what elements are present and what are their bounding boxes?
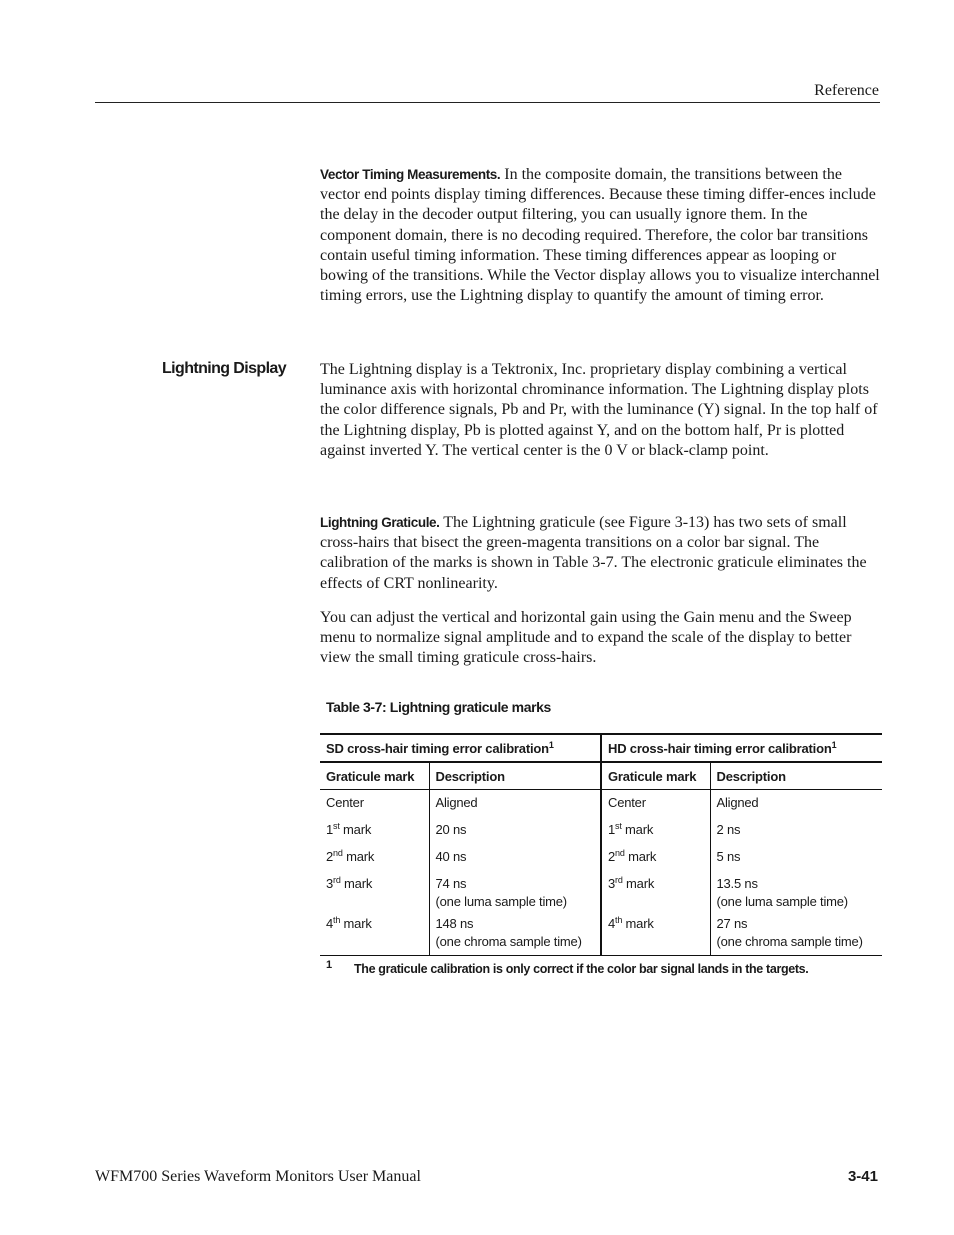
footnote-number: 1 [326,959,333,971]
hd-mark-cell: 2nd mark [601,844,710,871]
vector-timing-text: In the composite domain, the transitions between the vector end points display timing differences. Because these timing differ-ences include the delay in the decoder output filtering, you can usually ignore them. In the component domain, there is no decoding required. Therefore, the color bar transitions contain useful timing information. These timing differences appear as looping or bowing of the transitions. While the Vector display allows you to visualize interchannel timing errors, use the Lightning display to quantify the amount of timing error. [320,166,880,305]
table-row [320,790,882,818]
table-row [320,844,882,871]
sd-description-cell: Aligned [429,790,601,818]
hd-col-desc-header: Description [710,762,882,790]
hd-description-cell: 27 ns (one chroma sample time) [710,911,882,956]
footer-manual-title: WFM700 Series Waveform Monitors User Manual [95,1168,421,1185]
sd-col-mark-header: Graticule mark [320,762,429,790]
footnote-text: The graticule calibration is only correct if the color bar signal lands in the targets. [354,962,809,976]
hd-description-cell: 5 ns [710,844,882,871]
hd-description-cell: 13.5 ns (one luma sample time) [710,871,882,911]
footer-page-number: 3-41 [847,1168,878,1185]
lightning-display-paragraph: The Lightning display is a Tektronix, Inc. proprietary display combining a vertical luminance axis with horizontal chrominance information. The Lightning display plots the color difference signals, Pb and Pr, with the luminance (Y) signal. In the top half of the Lightning display, Pb is plotted against Y, and on the bottom half, Pr is plotted against inverted Y. The vertical center is the 0 V or black-clamp point. [320,361,878,459]
lightning-display-heading: Lightning Display [162,360,287,377]
graticule-marks-table [320,733,882,956]
lightning-graticule-paragraph [320,513,880,594]
lightning-graticule-heading: Lightning Graticule. [320,515,440,530]
table-row [320,871,882,911]
sd-description-cell: 40 ns [429,844,601,871]
sd-description-cell: 20 ns [429,817,601,844]
sd-mark-cell: 2nd mark [326,848,375,864]
table-column-header-row [320,762,882,790]
vector-timing-heading: Vector Timing Measurements. [320,167,501,182]
hd-col-mark-header: Graticule mark [601,762,710,790]
sd-mark-cell: 1st mark [326,821,372,837]
hd-mark-cell: 3rd mark [601,871,710,911]
hd-mark-cell: Center [601,790,710,818]
sd-col-desc-header: Description [429,762,601,790]
sd-mark-cell: 3rd mark [326,875,373,891]
sd-mark-cell: Center [326,795,364,810]
hd-group-header: HD cross-hair timing error calibration$^1$ [601,734,882,762]
sd-mark-cell: 4th mark [320,911,429,956]
running-head: Reference [814,82,879,99]
table-group-header-row [320,734,882,762]
sd-description-cell: 74 ns (one luma sample time) [429,871,601,911]
hd-mark-cell: 1st mark [601,817,710,844]
table-caption: Table 3-7: Lightning graticule marks [326,699,551,715]
hd-description-cell: 2 ns [710,817,882,844]
hd-description-cell: Aligned [710,790,882,818]
hd-mark-cell: 4th mark [601,911,710,956]
gain-paragraph: You can adjust the vertical and horizontal gain using the Gain menu and the Sweep menu to normalize signal amplitude and to expand the scale of the display to better view the small timing graticule cross-hairs. [320,609,852,667]
sd-group-header: SD cross-hair timing error calibration$^1$ [320,734,601,762]
vector-timing-paragraph [320,165,880,306]
table-row [320,817,882,844]
table-row [320,911,882,956]
header-rule [95,102,880,103]
lightning-graticule-text: The Lightning graticule (see Figure 3-13) has two sets of small cross-hairs that bisect the green-magenta transitions on a color bar signal. The calibration of the marks is shown in Table 3-7. The electronic graticule eliminates the effects of CRT nonlinearity. [320,514,867,592]
sd-description-cell: 148 ns (one chroma sample time) [429,911,601,956]
